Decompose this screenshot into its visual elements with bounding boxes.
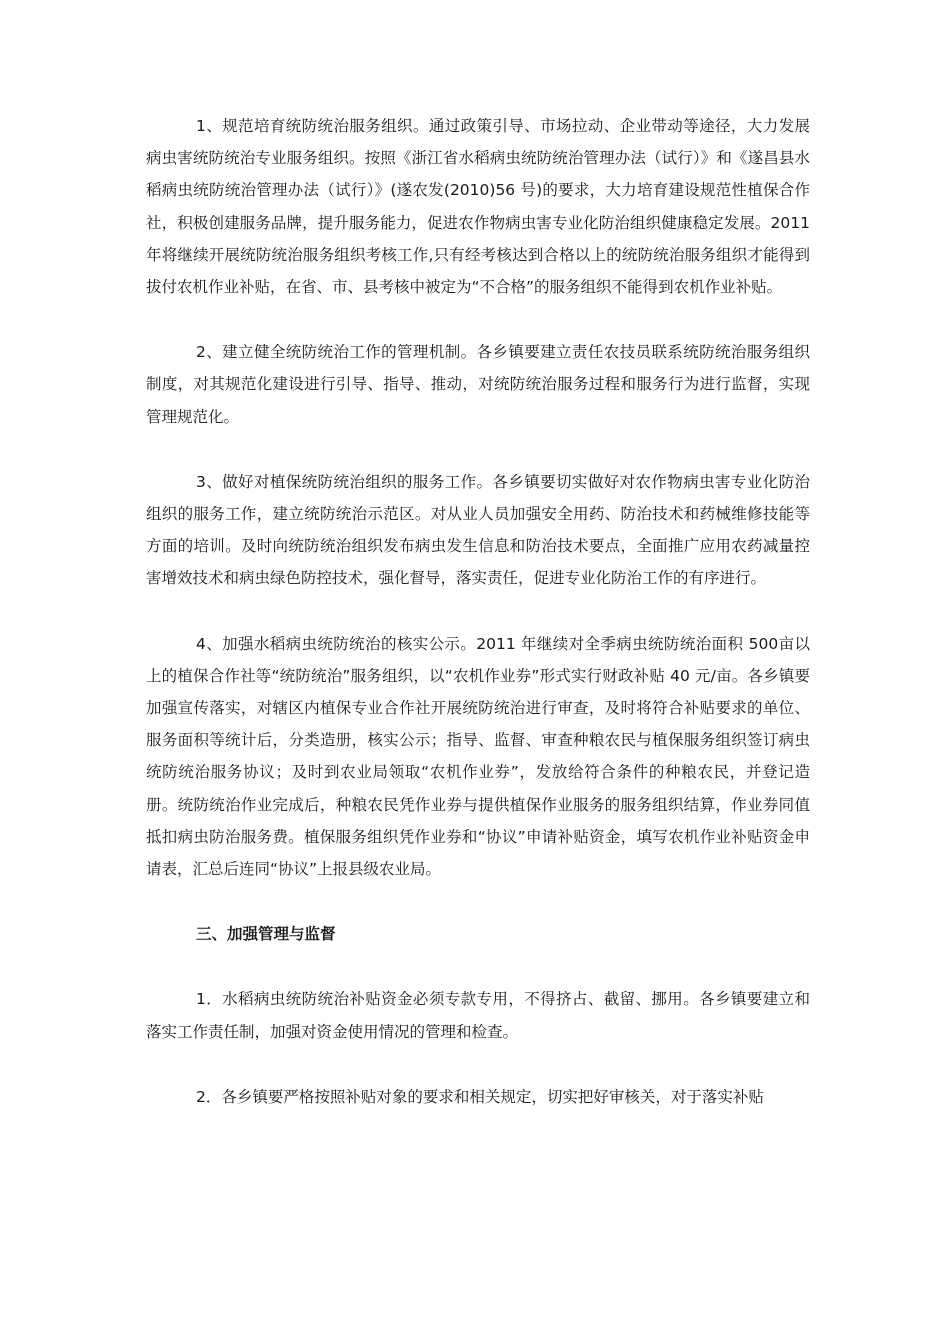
section-paragraph-2: 2．各乡镇要严格按照补贴对象的要求和相关规定，切实把好审核关，对于落实补贴 <box>196 1087 764 1106</box>
paragraph-gap <box>146 885 810 918</box>
section-paragraph-1: 1．水稻病虫统防统治补贴资金必须专款专用，不得挤占、截留、挪用。各乡镇要建立和落实工作责任制，加强对资金使用情况的管理和检查。 <box>146 990 810 1041</box>
paragraph-2: 2、建立健全统防统治工作的管理机制。各乡镇要建立责任农技员联系统防统治服务组织制度，对其规范化建设进行引导、指导、推动，对统防统治服务过程和服务行为进行监督，实现管理规范化。 <box>146 343 810 426</box>
paragraph-gap <box>146 1048 810 1081</box>
paragraph-gap <box>146 303 810 336</box>
paragraph-gap <box>146 950 810 983</box>
paragraph-1: 1、规范培育统防统治服务组织。通过政策引导、市场拉动、企业带动等途径，大力发展病虫害统防统治专业服务组织。按照《浙江省水稻病虫统防统治管理办法（试行）》和《遂昌县水稻病虫统防统治管理办法（试行）》(遂农发(2010)56 号)的要求，大力培育建设规范性植保合作社，积极创建服务品牌，提升服务能力，促进农作物病虫害专业化防治组织健康稳定发展。2011 年将继续开展统防统治服务组织考核工作,只有经考核达到合格以上的统防统治服务组织才能得到拔付农机作业补贴，在省、市、县考核中被定为“不合格”的服务组织不能得到农机作业补贴。 <box>146 117 810 297</box>
paragraph-gap <box>146 595 810 628</box>
paragraph-4: 4、加强水稻病虫统防统治的核实公示。2011 年继续对全季病虫统防统治面积 500亩以上的植保合作社等“统防统治”服务组织，以“农机作业券”形式实行财政补贴 40 元/亩。各乡镇要加强宣传落实，对辖区内植保专业合作社开展统防统治进行审查，及时将符合补贴要求的单位、服务面积等统计后，分类造册，核实公示；指导、监督、审查种粮农民与植保服务组织签订病虫统防统治服务协议；及时到农业局领取“农机作业券”，发放给符合条件的种粮农民，并登记造册。统防统治作业完成后，种粮农民凭作业券与提供植保作业服务的服务组织结算，作业券同值抵扣病虫防治服务费。植保服务组织凭作业券和“协议”申请补贴资金，填写农机作业补贴资金申请表，汇总后连同“协议”上报县级农业局。 <box>146 634 810 879</box>
document-body <box>146 110 810 1113</box>
section-heading: 三、加强管理与监督 <box>196 925 336 944</box>
paragraph-3: 3、做好对植保统防统治组织的服务工作。各乡镇要切实做好对农作物病虫害专业化防治组织的服务工作，建立统防统治示范区。对从业人员加强安全用药、防治技术和药械维修技能等方面的培训。及时向统防统治组织发布病虫发生信息和防治技术要点，全面推广应用农药减量控害增效技术和病虫绿色防控技术，强化督导，落实责任，促进专业化防治工作的有序进行。 <box>146 472 810 588</box>
paragraph-gap <box>146 433 810 466</box>
